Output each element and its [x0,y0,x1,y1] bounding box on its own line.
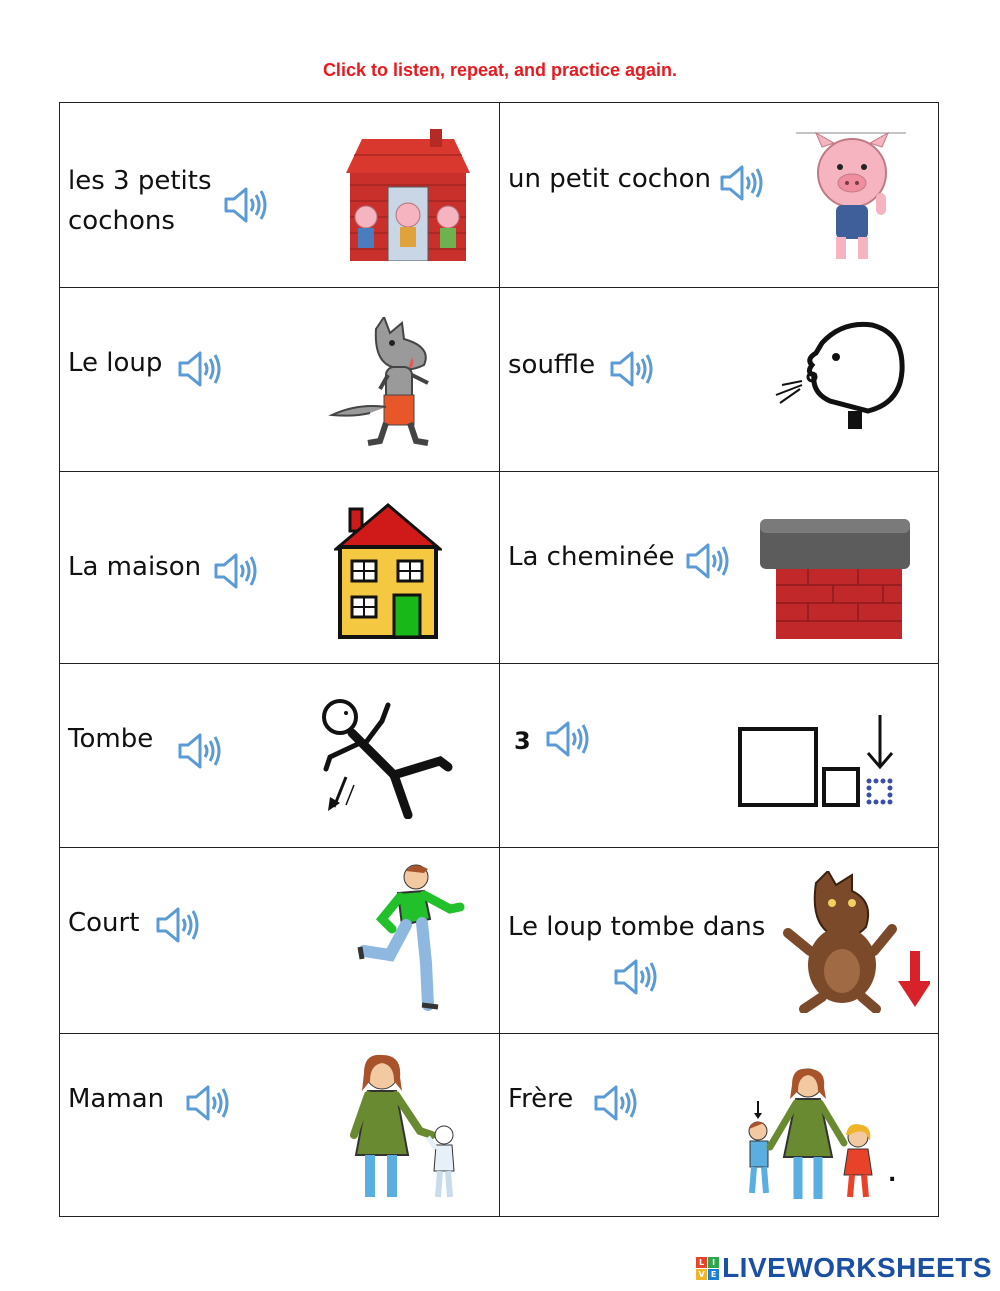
grid-row [60,663,938,848]
vocab-card-la-cheminee [500,471,938,663]
speaker-icon[interactable] [718,163,764,203]
vocab-word: La cheminée [508,542,675,572]
vocab-card-un-petit-cochon [500,103,938,287]
vocab-word: Le loup tombe dans [508,912,766,942]
falling-person-image [316,693,456,819]
vocab-word: Tombe [68,724,154,754]
vocab-word: Le loup [68,348,163,378]
brand-logo-letter: L [696,1257,707,1268]
brand-logo-letter: I [708,1257,719,1268]
chimney-image [758,515,910,639]
vocab-card-les-3-petits-cochons [60,103,500,287]
grid-row [60,847,938,1034]
vocab-card-3 [500,663,938,847]
vocab-card-maman [60,1033,500,1216]
speaker-icon[interactable] [184,1083,230,1123]
grid-row [60,287,938,472]
wolf-falling-image [782,871,930,1013]
speaker-icon[interactable] [612,957,658,997]
speaker-icon[interactable] [592,1083,638,1123]
vocab-word: Maman [68,1084,165,1114]
brand-logo-letter: E [708,1269,719,1280]
vocab-word: un petit cochon [508,164,711,194]
vocab-card-la-maison [60,471,500,663]
mother-child-image [350,1051,462,1201]
vocab-word: les 3 petits [68,166,212,196]
vocab-card-souffle [500,287,938,471]
family-brother-image [740,1063,890,1203]
speaker-icon[interactable] [212,551,258,591]
vocab-word-line2: cochons [68,206,175,236]
speaker-icon[interactable] [176,731,222,771]
house-image [334,503,442,639]
vocab-word: Frère [508,1084,574,1114]
speaker-icon[interactable] [544,719,590,759]
vocab-card-le-loup-tombe-dans [500,847,938,1033]
vocab-card-tombe [60,663,500,847]
vocab-card-court [60,847,500,1033]
three-pigs-house-image [344,129,472,261]
speaker-icon[interactable] [176,349,222,389]
speaker-icon[interactable] [684,541,730,581]
brand-logo-letter: V [696,1269,707,1280]
vocab-word: Court [68,908,140,938]
blowing-face-image [772,319,908,435]
little-pig-image [796,131,906,265]
trailing-dot: . [888,1162,897,1187]
speaker-icon[interactable] [222,185,268,225]
speaker-icon[interactable] [154,905,200,945]
liveworksheets-logo [696,1251,992,1285]
running-man-image [352,859,468,1013]
three-sizes-image [736,715,896,809]
brand-logo-icon [696,1257,719,1280]
speaker-icon[interactable] [608,349,654,389]
grid-row [60,471,938,664]
vocab-card-frere [500,1033,938,1216]
vocab-word: souffle [508,350,596,380]
instruction-text: Click to listen, repeat, and practice again. [322,60,678,80]
vocab-word: 3 [514,727,531,755]
vocabulary-grid [59,102,939,1217]
grid-row [60,1033,938,1216]
vocab-card-le-loup [60,287,500,471]
grid-row [60,103,938,288]
vocab-word: La maison [68,552,202,582]
wolf-image [328,317,452,453]
brand-name: LIVEWORKSHEETS [722,1252,992,1283]
